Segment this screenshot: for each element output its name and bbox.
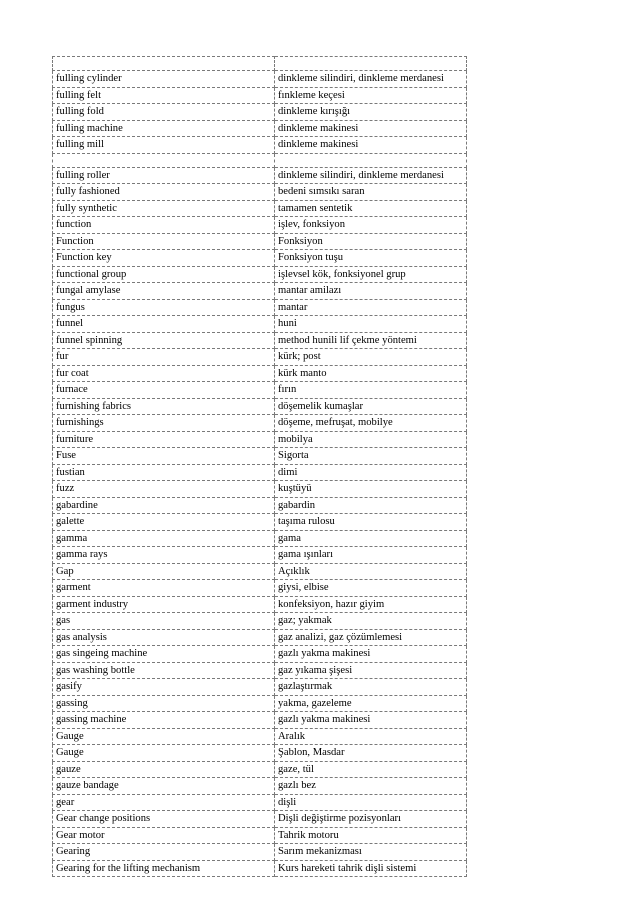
term-turkish: Sarım mekanizması [275, 844, 467, 861]
term-english: furnishing fabrics [53, 398, 275, 415]
glossary-row [53, 580, 467, 597]
glossary-row [53, 745, 467, 762]
term-english: gabardine [53, 497, 275, 514]
glossary-row [53, 316, 467, 333]
glossary-row [53, 167, 467, 184]
glossary-row [53, 87, 467, 104]
term-turkish: gaz; yakmak [275, 613, 467, 630]
term-turkish: gaz analizi, gaz çözümlemesi [275, 629, 467, 646]
glossary-row [53, 365, 467, 382]
term-turkish: gama ışınları [275, 547, 467, 564]
term-turkish: kuştüyü [275, 481, 467, 498]
term-turkish: gazlı yakma makinesi [275, 712, 467, 729]
glossary-row [53, 299, 467, 316]
term-turkish: Tahrik motoru [275, 827, 467, 844]
term-turkish: Açıklık [275, 563, 467, 580]
term-turkish [275, 153, 467, 167]
term-english: Function key [53, 250, 275, 267]
term-turkish: Aralık [275, 728, 467, 745]
glossary-row [53, 283, 467, 300]
glossary-row [53, 563, 467, 580]
term-turkish: fırın [275, 382, 467, 399]
term-turkish: gazlı bez [275, 778, 467, 795]
term-english: functional group [53, 266, 275, 283]
term-english [53, 57, 275, 71]
term-english: furnishings [53, 415, 275, 432]
glossary-row [53, 712, 467, 729]
term-english: gas [53, 613, 275, 630]
term-english: gauze [53, 761, 275, 778]
term-english: furniture [53, 431, 275, 448]
term-turkish: Şablon, Masdar [275, 745, 467, 762]
glossary-row [53, 547, 467, 564]
term-turkish: method hunili lif çekme yöntemi [275, 332, 467, 349]
term-turkish: kürk; post [275, 349, 467, 366]
term-turkish: dimi [275, 464, 467, 481]
term-english: Function [53, 233, 275, 250]
term-turkish: kürk manto [275, 365, 467, 382]
term-turkish: gaze, tül [275, 761, 467, 778]
term-turkish: Fonksiyon [275, 233, 467, 250]
term-turkish: taşıma rulosu [275, 514, 467, 531]
term-turkish: konfeksiyon, hazır giyim [275, 596, 467, 613]
term-english: Gauge [53, 745, 275, 762]
glossary-row [53, 844, 467, 861]
glossary-body [53, 57, 467, 877]
term-turkish [275, 57, 467, 71]
glossary-row [53, 398, 467, 415]
term-english: gas analysis [53, 629, 275, 646]
term-english [53, 153, 275, 167]
term-english: fuzz [53, 481, 275, 498]
glossary-row [53, 794, 467, 811]
glossary-row [53, 613, 467, 630]
glossary-row [53, 332, 467, 349]
term-turkish: dinkleme makinesi [275, 120, 467, 137]
term-english: gassing machine [53, 712, 275, 729]
glossary-row [53, 778, 467, 795]
term-english: funnel spinning [53, 332, 275, 349]
term-turkish: yakma, gazeleme [275, 695, 467, 712]
term-turkish: işlevsel kök, fonksiyonel grup [275, 266, 467, 283]
glossary-row [53, 448, 467, 465]
term-english: funnel [53, 316, 275, 333]
term-turkish: Dişli değiştirme pozisyonları [275, 811, 467, 828]
glossary-row [53, 153, 467, 167]
glossary-row [53, 662, 467, 679]
glossary-row [53, 596, 467, 613]
term-english: fur coat [53, 365, 275, 382]
term-english: fulling felt [53, 87, 275, 104]
term-turkish: mantar [275, 299, 467, 316]
term-english: Gearing for the lifting mechanism [53, 860, 275, 877]
glossary-row [53, 679, 467, 696]
term-english: galette [53, 514, 275, 531]
glossary-row [53, 464, 467, 481]
term-english: furnace [53, 382, 275, 399]
term-english: fulling machine [53, 120, 275, 137]
term-english: gear [53, 794, 275, 811]
term-english: fully synthetic [53, 200, 275, 217]
term-turkish: gaz yıkama şişesi [275, 662, 467, 679]
glossary-row [53, 120, 467, 137]
glossary-row [53, 530, 467, 547]
glossary-row [53, 497, 467, 514]
term-turkish: bedeni sımsıkı saran [275, 184, 467, 201]
term-turkish: gazlı yakma makinesi [275, 646, 467, 663]
term-turkish: gazlaştırmak [275, 679, 467, 696]
term-english: fulling cylinder [53, 71, 275, 88]
term-english: gas washing bottle [53, 662, 275, 679]
glossary-row [53, 811, 467, 828]
glossary-row [53, 514, 467, 531]
glossary-row [53, 646, 467, 663]
term-english: gamma rays [53, 547, 275, 564]
glossary-row [53, 761, 467, 778]
glossary-row [53, 104, 467, 121]
term-english: Gear change positions [53, 811, 275, 828]
glossary-row [53, 481, 467, 498]
term-turkish: mantar amilazı [275, 283, 467, 300]
term-english: fungal amylase [53, 283, 275, 300]
term-turkish: mobilya [275, 431, 467, 448]
glossary-row [53, 71, 467, 88]
term-english: gauze bandage [53, 778, 275, 795]
glossary-row [53, 349, 467, 366]
term-turkish: dinkleme silindiri, dinkleme merdanesi [275, 167, 467, 184]
glossary-row [53, 137, 467, 154]
term-english: fulling fold [53, 104, 275, 121]
term-english: Gap [53, 563, 275, 580]
term-turkish: dinkleme makinesi [275, 137, 467, 154]
term-turkish: tamamen sentetik [275, 200, 467, 217]
term-english: fulling mill [53, 137, 275, 154]
term-english: Gauge [53, 728, 275, 745]
term-english: fully fashioned [53, 184, 275, 201]
glossary-row [53, 184, 467, 201]
term-turkish: dinkleme kırışığı [275, 104, 467, 121]
glossary-row [53, 266, 467, 283]
term-turkish: fınkleme keçesi [275, 87, 467, 104]
term-turkish: dinkleme silindiri, dinkleme merdanesi [275, 71, 467, 88]
term-turkish: gabardin [275, 497, 467, 514]
term-english: fustian [53, 464, 275, 481]
glossary-row [53, 860, 467, 877]
term-english: garment [53, 580, 275, 597]
glossary-row [53, 382, 467, 399]
glossary-row [53, 728, 467, 745]
term-turkish: dişli [275, 794, 467, 811]
term-turkish: Kurs hareketi tahrik dişli sistemi [275, 860, 467, 877]
glossary-row [53, 250, 467, 267]
term-english: Fuse [53, 448, 275, 465]
glossary-row [53, 57, 467, 71]
term-turkish: huni [275, 316, 467, 333]
term-turkish: giysi, elbise [275, 580, 467, 597]
term-english: gas singeing machine [53, 646, 275, 663]
term-turkish: Sigorta [275, 448, 467, 465]
glossary-row [53, 695, 467, 712]
term-turkish: döşeme, mefruşat, mobilye [275, 415, 467, 432]
term-english: function [53, 217, 275, 234]
term-turkish: işlev, fonksiyon [275, 217, 467, 234]
term-english: gasify [53, 679, 275, 696]
term-english: gassing [53, 695, 275, 712]
glossary-row [53, 217, 467, 234]
glossary-row [53, 827, 467, 844]
glossary-row [53, 200, 467, 217]
term-turkish: gama [275, 530, 467, 547]
term-english: fur [53, 349, 275, 366]
glossary-row [53, 233, 467, 250]
glossary-table [52, 56, 467, 877]
glossary-row [53, 629, 467, 646]
term-english: fulling roller [53, 167, 275, 184]
term-english: garment industry [53, 596, 275, 613]
term-turkish: Fonksiyon tuşu [275, 250, 467, 267]
glossary-row [53, 415, 467, 432]
term-english: Gearing [53, 844, 275, 861]
term-english: Gear motor [53, 827, 275, 844]
glossary-row [53, 431, 467, 448]
term-english: gamma [53, 530, 275, 547]
term-turkish: döşemelik kumaşlar [275, 398, 467, 415]
term-english: fungus [53, 299, 275, 316]
